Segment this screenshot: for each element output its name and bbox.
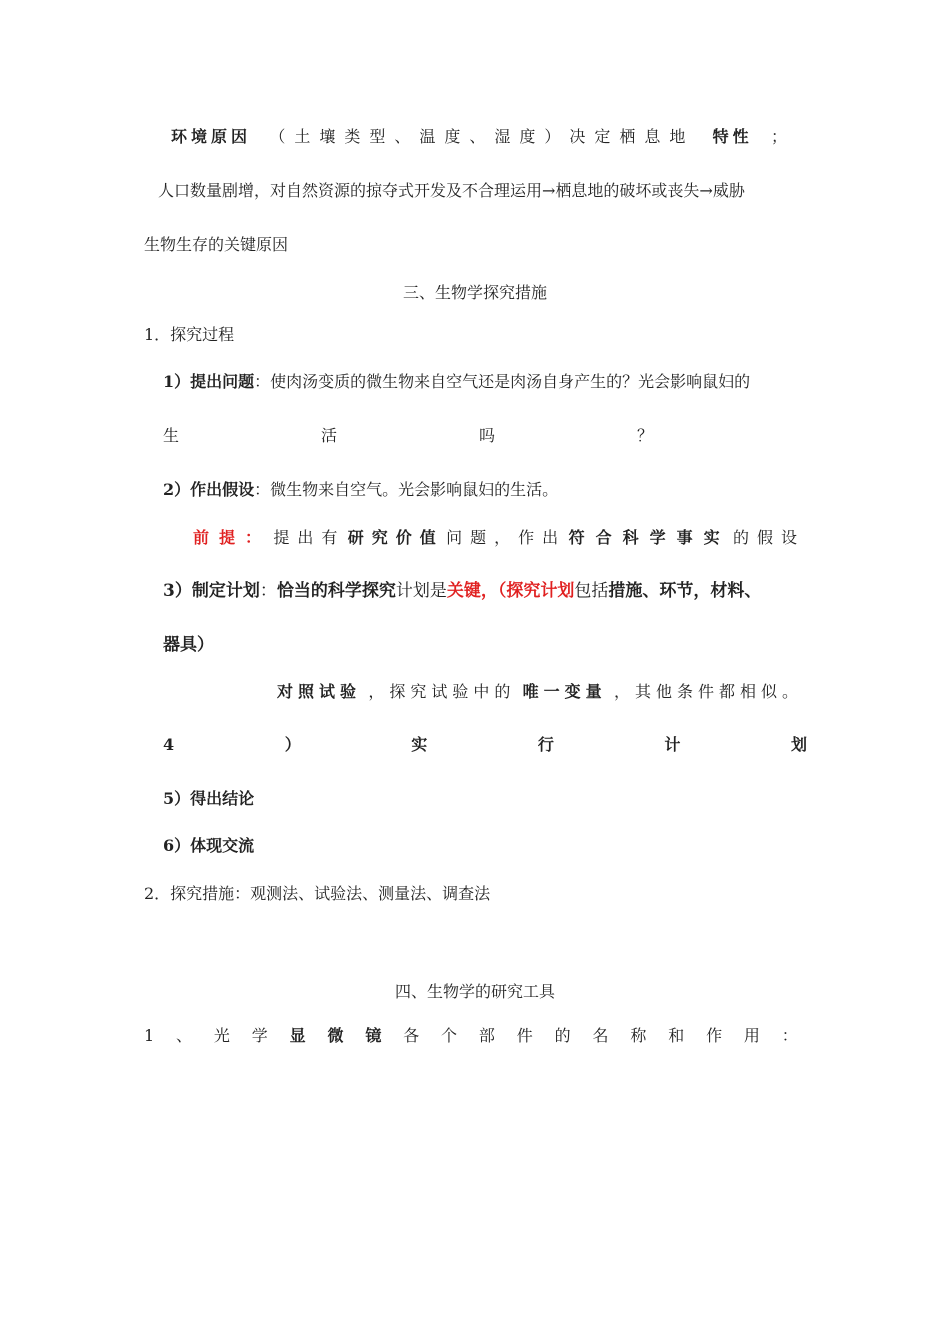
tool-c4: 显 [289, 1026, 306, 1045]
tool-c9: 部 [478, 1026, 495, 1045]
char-question: ？ [636, 426, 653, 445]
tool-c7: 各 [403, 1026, 420, 1045]
char-huo: 活 [320, 426, 337, 445]
char-sheng: 生 [163, 426, 180, 445]
control-experiment: 对照试验 [277, 682, 362, 701]
tool-c0: 1 [144, 1026, 155, 1045]
semicolon: ； [770, 127, 791, 146]
tool-c12: 名 [592, 1026, 609, 1045]
step3-num: 3） [163, 581, 192, 601]
premise-line [193, 526, 805, 550]
cause-line: 生物生存的关键原因 [144, 235, 289, 254]
tool-c11: 的 [554, 1026, 571, 1045]
step2-text: ：微生物来自空气。光会影响鼠妇的生活。 [254, 480, 559, 499]
premise-label: 前提： [193, 528, 272, 547]
step1-line [163, 370, 950, 394]
step4-line [163, 733, 807, 757]
char-ma: 吗 [478, 426, 495, 445]
premise-t1: 提出有 [273, 528, 346, 547]
step3-key: 关键，（探究计划 [446, 581, 575, 601]
single-variable: 唯一变量 [522, 682, 607, 701]
tool-c1: 、 [176, 1026, 193, 1045]
env-factor-desc: （土壤类型、温度、湿度）决定栖息地 [269, 127, 695, 146]
step4-c1: 实 [411, 735, 428, 754]
step1-continuation [163, 424, 653, 448]
tool-c10: 件 [516, 1026, 533, 1045]
microscope-line [144, 1024, 798, 1048]
tool-c5: 微 [327, 1026, 344, 1045]
tool-c13: 称 [630, 1026, 647, 1045]
premise-t3: 问题，作出 [446, 528, 567, 547]
trait-bold: 特性 [712, 127, 753, 146]
process-heading: 1．探究过程 [144, 325, 235, 344]
step3-plan-is: 计划是 [395, 581, 447, 601]
step6-line: 6）体现交流 [163, 836, 255, 855]
tool-c3: 学 [251, 1026, 268, 1045]
step3-label: 制定计划 [191, 581, 260, 601]
premise-research-value: 研究价值 [347, 528, 444, 547]
tool-c15: 作 [706, 1026, 723, 1045]
tool-c16: 用 [743, 1026, 760, 1045]
control-experiment-line [277, 680, 803, 704]
step1-label: 提出问题 [190, 372, 255, 391]
step3-line [163, 579, 950, 603]
tool-c14: 和 [668, 1026, 685, 1045]
step4-c2: 行 [537, 735, 554, 754]
control-t4: ，其他条件都相似。 [613, 682, 803, 701]
step4-c3: 计 [664, 735, 681, 754]
control-t2: ，探究试验中的 [368, 682, 516, 701]
tool-c6: 镜 [365, 1026, 382, 1045]
tool-c2: 光 [213, 1026, 230, 1045]
step1-num: 1） [163, 372, 191, 391]
tool-c8: 个 [441, 1026, 458, 1045]
premise-scientific-fact: 符合科学事实 [568, 528, 731, 547]
premise-t5: 的假设 [732, 528, 805, 547]
section3-heading: 三、生物学探究措施 [402, 283, 547, 302]
env-factor-line [171, 125, 791, 149]
section4-heading: 四、生物学的研究工具 [394, 982, 555, 1001]
step3-colon: ： [259, 581, 277, 601]
population-line: 人口数量剧增，对自然资源的掠夺式开发及不合理运用→栖息地的破坏或丧失→威胁 [158, 181, 745, 200]
step3-includes: 包括 [574, 581, 609, 601]
step3-continuation: 器具） [163, 635, 214, 655]
methods-line: 2．探究措施：观测法、试验法、测量法、调查法 [144, 884, 491, 903]
tool-c17: ： [781, 1026, 798, 1045]
step2-num: 2） [163, 480, 191, 499]
step5-line: 5）得出结论 [163, 789, 255, 808]
step2-label: 作出假设 [190, 480, 255, 499]
step3-items: 措施、环节，材料、 [608, 581, 762, 601]
step1-text: ：使肉汤变质的微生物来自空气还是肉汤自身产生的？光会影响鼠妇的 [254, 372, 751, 391]
step4-c4: 划 [790, 735, 807, 754]
step2-line [163, 478, 950, 502]
step4-num: 4 [163, 735, 175, 754]
step3-proper: 恰当的科学探究 [276, 581, 396, 601]
env-factor-bold: 环境原因 [171, 127, 252, 146]
step4-paren: ） [284, 735, 301, 754]
